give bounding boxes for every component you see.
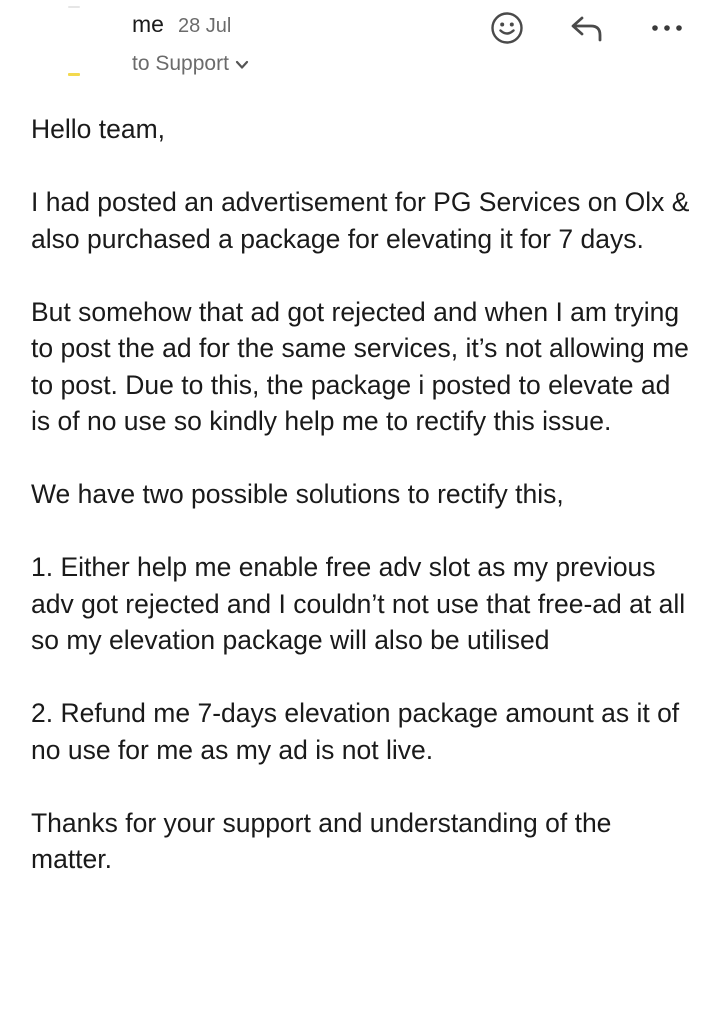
more-options-button[interactable] — [649, 10, 685, 46]
body-paragraph: We have two possible solutions to rectify this, — [31, 479, 564, 509]
body-paragraph: But somehow that ad got rejected and when I am trying to post the ad for the same services, it’s not allowing me to post. Due to this, the package i posted to elevate ad is of no use so kindly help me to rectify this issue. — [31, 296, 689, 436]
body-paragraph: 1. Either help me enable free adv slot as my previous adv got rejected and I couldn’t not use that free-ad at all so my elevation package will also be utilised — [31, 552, 686, 655]
recipient-label: to Support — [132, 52, 229, 75]
more-horizontal-icon — [649, 23, 685, 33]
message-body — [31, 111, 696, 878]
sender-line — [132, 11, 231, 38]
sender-name: me — [132, 11, 164, 37]
body-paragraph: 2. Refund me 7-days elevation package amount as it of no use for me as my ad is not live. — [31, 698, 680, 765]
body-paragraph: I had posted an advertisement for PG Services on Olx & also purchased a package for elevating it for 7 days. — [31, 187, 690, 254]
chevron-down-icon — [235, 60, 249, 70]
greeting-paragraph: Hello team, — [31, 114, 166, 144]
add-reaction-button[interactable] — [489, 10, 525, 46]
message-date: 28 Jul — [177, 15, 232, 37]
closing-paragraph: Thanks for your support and understanding of the matter. — [31, 807, 612, 874]
recipient-toggle[interactable] — [132, 52, 249, 76]
avatar-bottom-mark — [68, 73, 80, 76]
message-header — [0, 0, 720, 100]
reply-arrow-icon — [569, 12, 605, 44]
avatar[interactable] — [34, 0, 104, 80]
smiley-face-icon — [490, 11, 524, 45]
avatar-top-mark — [68, 6, 80, 8]
reply-button[interactable] — [569, 10, 605, 46]
